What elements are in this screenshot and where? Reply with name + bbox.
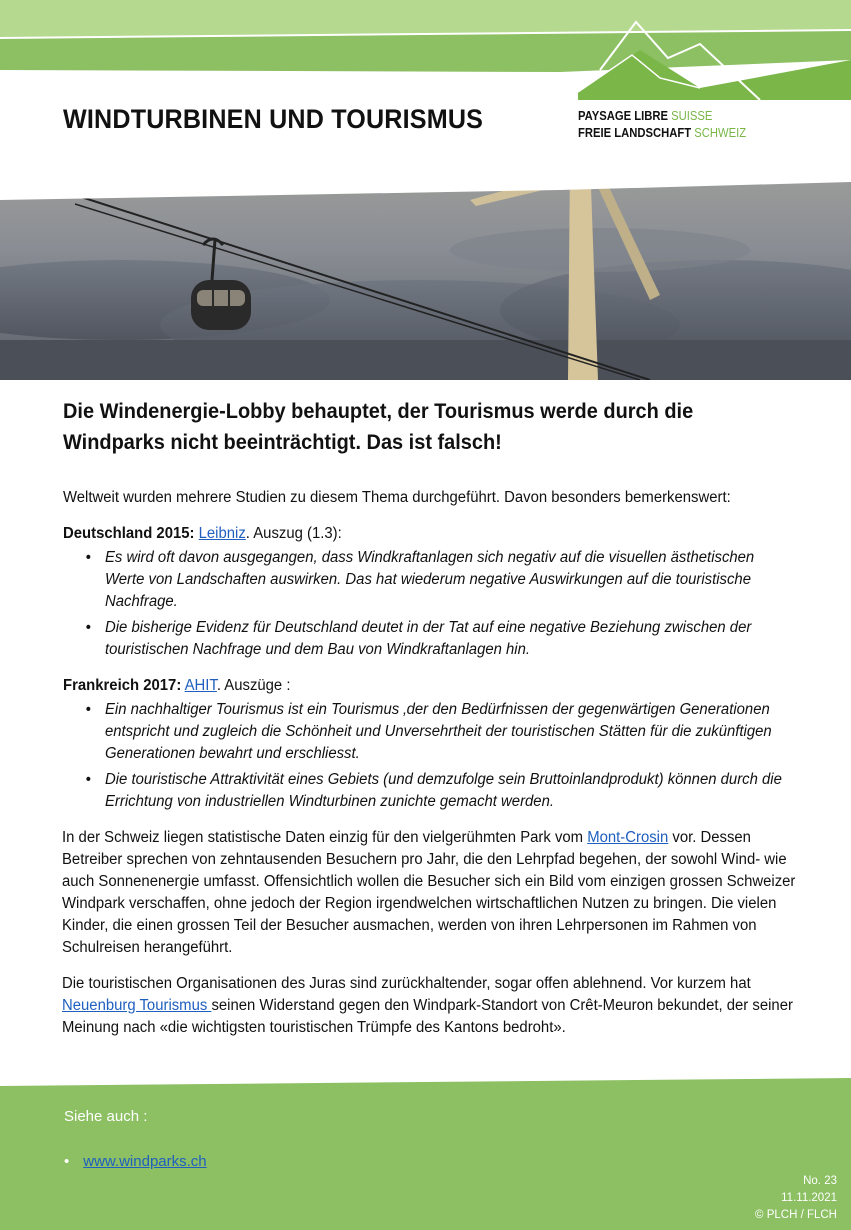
article-body: [63, 487, 843, 1039]
list-item: • Die bisherige Evidenz für Deutschland deutet in der Tat auf eine negative Beziehung zwischen der touristischen Nachfrage und dem Bau von Windkraftanlagen hin.: [105, 617, 787, 661]
swiss-before: In der Schweiz liegen statistische Daten einzig für den vielgerühmten Park vom: [62, 829, 588, 846]
germany-bullets: [63, 547, 843, 661]
lead-statement: Die Windenergie-Lobby behauptet, der Tourismus werde durch die Windparks nicht beeinträchtigt. Das ist falsch!: [63, 400, 694, 454]
footer: [0, 1078, 851, 1230]
jura-before: Die touristischen Organisationen des Juras sind zurückhaltender, sogar offen ablehnend. Vor kurzem hat: [62, 975, 751, 992]
intro-paragraph: Weltweit wurden mehrere Studien zu diesem Thema durchgeführt. Davon besonders bemerkenswert:: [63, 489, 731, 506]
document-number: No. 23: [803, 1175, 837, 1187]
hero-image: [0, 140, 851, 380]
logo-line1-light: SUISSE: [671, 109, 713, 123]
mont-crosin-link[interactable]: Mont-Crosin: [587, 829, 669, 846]
bullet: •: [64, 1153, 70, 1170]
brand-logo: [578, 108, 746, 142]
list-item: • Die touristische Attraktivität eines Gebiets (und demzufolge sein Bruttoinlandprodukt) können durch die Errichtung von industriellen Windturbinen zunichte gemacht werden.: [105, 769, 787, 813]
swiss-paragraph: [62, 827, 801, 959]
germany-after: . Auszug (1.3):: [245, 525, 342, 542]
list-item: • Es wird oft davon ausgegangen, dass Windkraftanlagen sich negativ auf die visuellen ästhetischen Werte von Landschaften auswirken. Das hat wiederum negative Auswirkungen auf die touristische Nachfrage.: [105, 547, 787, 613]
document-meta: [755, 1173, 837, 1224]
see-also-item: [64, 1153, 207, 1170]
copyright: © PLCH / FLCH: [755, 1209, 837, 1221]
neuenburg-tourismus-link[interactable]: Neuenburg Tourismus: [62, 997, 212, 1014]
logo-line2-light: SCHWEIZ: [694, 126, 747, 140]
leibniz-link[interactable]: Leibniz: [198, 525, 246, 542]
see-also-label: Siehe auch :: [64, 1108, 148, 1125]
france-heading: [63, 675, 802, 697]
france-after: . Auszüge :: [216, 677, 291, 694]
logo-line2-bold: FREIE LANDSCHAFT: [578, 126, 692, 140]
logo-line1-bold: PAYSAGE LIBRE: [578, 109, 669, 123]
jura-paragraph: [62, 973, 801, 1039]
document-date: 11.11.2021: [781, 1192, 837, 1204]
list-item: • Ein nachhaltiger Tourismus ist ein Tourismus ‚der den Bedürfnissen der gegenwärtigen Generationen entspricht und zugleich die Schönheit und Unversehrtheit der touristischen Stätten für die zukünftigen Generationen bewahrt und erschliesst.: [105, 699, 787, 765]
page-title: WINDTURBINEN UND TOURISMUS: [63, 104, 484, 134]
germany-label: Deutschland 2015:: [63, 525, 195, 542]
france-bullets: [63, 699, 843, 813]
france-label: Frankreich 2017:: [63, 677, 182, 694]
swiss-after: vor. Dessen Betreiber sprechen von zehntausenden Besuchern pro Jahr, die den Lehrpfad begehen, der sowohl Wind- wie auch Sonnenenergie umfasst. Offensichtlich wollen die Besucher sich ein Bild vom einzigen grossen Schweizer Windpark verschaffen, ohne jedoch der Region irgendwelchen wirtschaftlichen Nutzen zu bringen. Die vielen Kinder, die einen grossen Teil der Besucher ausmachen, werden von ihren Lehrpersonen im Rahmen von Schulreisen herangeführt.: [62, 829, 796, 956]
jura-after: seinen Widerstand gegen den Windpark-Standort von Crêt-Meuron bekundet, der seiner Meinung nach «die wichtigsten touristischen Trümpfe des Kantons bedroht».: [62, 997, 793, 1036]
ahit-link[interactable]: AHIT: [184, 677, 217, 694]
germany-heading: [63, 523, 802, 545]
windparks-link[interactable]: www.windparks.ch: [83, 1153, 207, 1170]
